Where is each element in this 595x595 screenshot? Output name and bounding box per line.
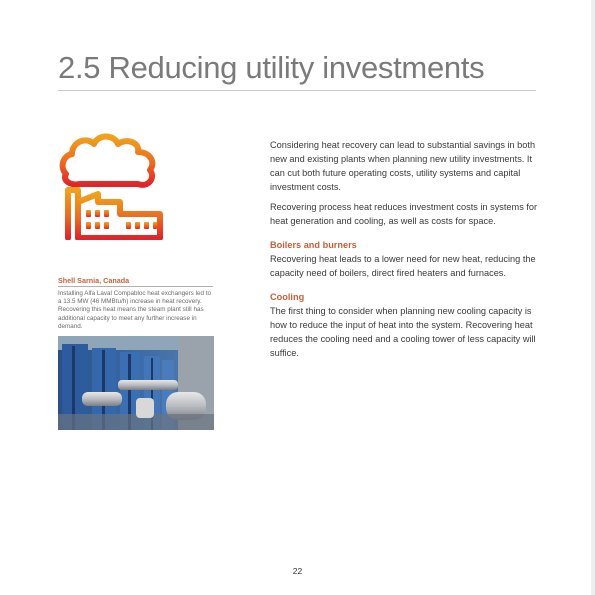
page-edge bbox=[591, 0, 595, 595]
heat-exchanger-photo bbox=[58, 336, 214, 430]
section-heading-cooling: Cooling bbox=[270, 292, 305, 302]
photo-caption-text: Installing Alfa Laval Compabloc heat exchangers led to a 13.5 MW (46 MMBtu/h) increase in heat recovery. Recovering this heat means the steam plant still has additional capacity to meet any further increase in demand. bbox=[58, 290, 211, 330]
intro-paragraph-1: Considering heat recovery can lead to substantial savings in both new and existing plants when planning new utility investments. It can cut both future operating costs, utility systems and capital investment costs. bbox=[270, 140, 536, 192]
intro-paragraph-2: Recovering process heat reduces investment costs in systems for heat generation and cooling, as well as costs for space. bbox=[270, 202, 538, 226]
section-text-cooling: The first thing to consider when planning new cooling capacity is how to reduce the input of heat into the system. Recovering heat reduces the cooling need and a cooling tower of less capacity will suffice. bbox=[270, 306, 536, 358]
page-number: 22 bbox=[292, 566, 303, 576]
factory-smoke-icon bbox=[56, 128, 164, 240]
caption-divider bbox=[58, 286, 213, 287]
section-heading-boilers: Boilers and burners bbox=[270, 240, 357, 250]
section-text-boilers: Recovering heat leads to a lower need for new heat, reducing the capacity need of boilers, direct fired heaters and furnaces. bbox=[270, 254, 536, 278]
main-text bbox=[270, 138, 542, 366]
page-title: 2.5 Reducing utility investments bbox=[58, 50, 485, 85]
photo-caption-title: Shell Sarnia, Canada bbox=[58, 276, 130, 285]
title-divider bbox=[58, 90, 536, 91]
